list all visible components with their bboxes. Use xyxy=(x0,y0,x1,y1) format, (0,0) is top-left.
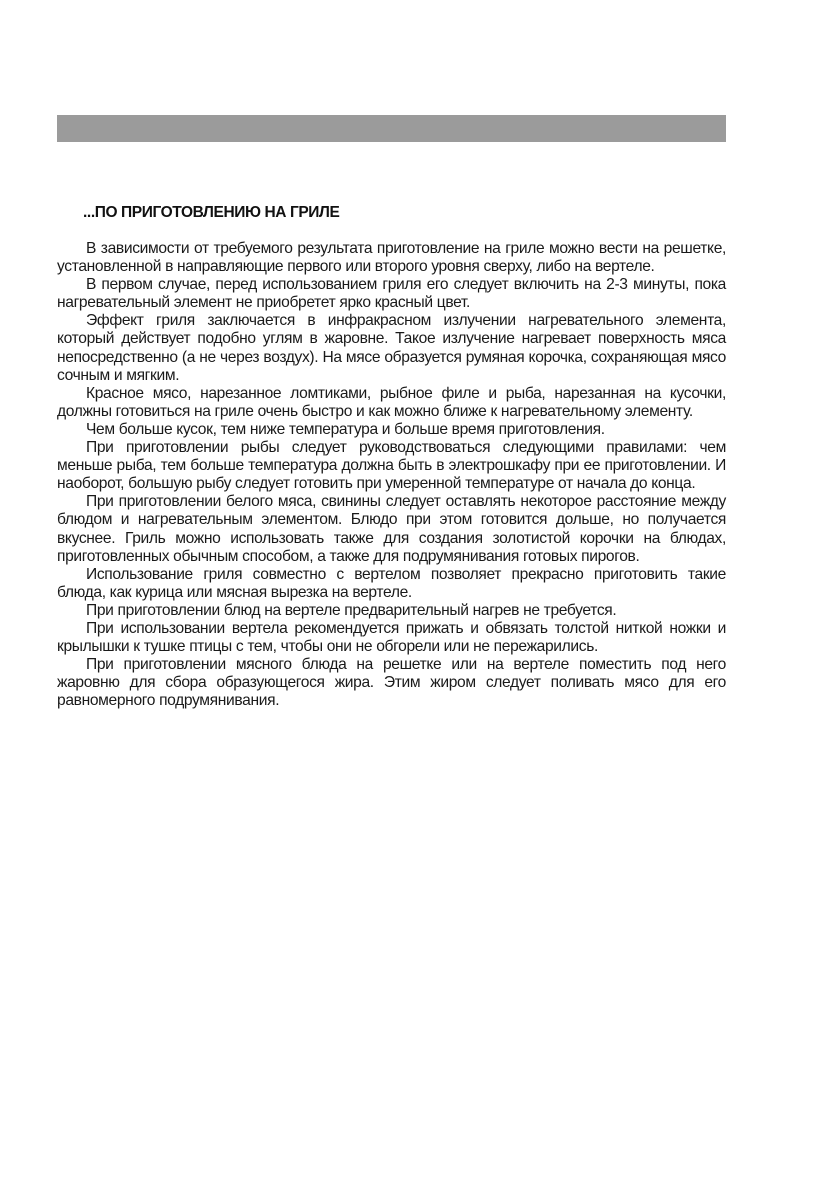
paragraph-drip-pan: При приготовлении мясного блюда на решетке или на вертеле поместить под него жаровню для сбора образующегося жира. Этим жиром следует поливать мясо для его равномерного подрумянивания. xyxy=(57,656,726,710)
paragraph-spit-usage: Использование гриля совместно с вертелом позволяет прекрасно приготовить такие блюда, как курица или мясная вырезка на вертеле. xyxy=(57,565,726,601)
paragraph-poultry-tying: При использовании вертела рекомендуется прижать и обвязать толстой ниткой ножки и крылышки к тушке птицы с тем, чтобы они не обгорели или не пережарились. xyxy=(57,619,726,656)
section-header-bar xyxy=(57,115,726,142)
paragraph-grill-effect: Эффект гриля заключается в инфракрасном излучении нагревательного элемента, который действует подобно углям в жаровне. Такое излучение нагревает поверхность мяса непосредственно (а не через воздух). На мясе образуется румяная корочка, сохраняющая мясо сочным и мягким. xyxy=(57,312,726,384)
paragraph-red-meat-fish: Красное мясо, нарезанное ломтиками, рыбное филе и рыба, нарезанная на кусочки, должны готовиться на гриле очень быстро и как можно ближе к нагревательному элементу. xyxy=(57,384,726,420)
paragraph-white-meat: При приготовлении белого мяса, свинины следует оставлять некоторое расстояние между блюдом и нагревательным элементом. Блюдо при этом готовится дольше, но получается вкуснее. Гриль можно использовать также для создания золотистой корочки на блюдах, приготовленных обычным способом, а также для подрумянивания готовых пирогов. xyxy=(57,493,726,565)
paragraph-preheat: В первом случае, перед использованием гриля его следует включить на 2-3 минуты, пока нагревательный элемент не приобретет ярко красный цвет. xyxy=(57,276,726,312)
paragraph-fish-rules: При приготовлении рыбы следует руководствоваться следующими правилами: чем меньше рыба, тем больше температура должна быть в электрошкафу при ее приготовлении. И наоборот, большую рыбу следует готовить при умеренной температуре от начала до конца. xyxy=(57,439,726,493)
paragraph-cooking-options: В зависимости от требуемого результата приготовление на гриле можно вести на решетке, установленной в направляющие первого или второго уровня сверху, либо на вертеле. xyxy=(57,240,726,276)
section-title: ...ПО ПРИГОТОВЛЕНИЮ НА ГРИЛЕ xyxy=(83,204,340,221)
section-body xyxy=(57,240,726,710)
paragraph-piece-size: Чем больше кусок, тем ниже температура и больше время приготовления. xyxy=(86,420,605,438)
paragraph-spit-no-preheat: При приготовлении блюд на вертеле предварительный нагрев не требуется. xyxy=(86,601,617,619)
